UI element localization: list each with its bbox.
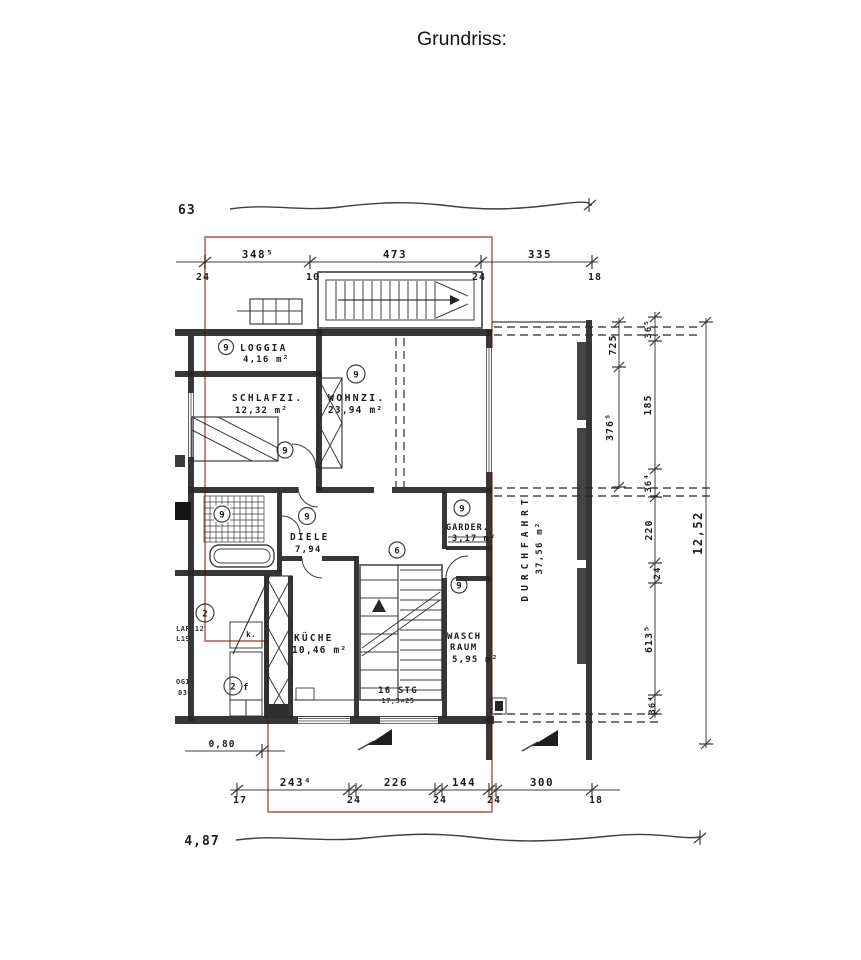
diele-name: DIELE (290, 532, 330, 543)
dim-right-outer-2: 376⁵ (605, 412, 616, 442)
dim-right-inner-7: 36⁴ (648, 695, 658, 715)
dark-fixture (175, 502, 191, 520)
neighbor-badge-top: 2 (202, 609, 208, 620)
neighbor-fragment-1: LAF.12 (176, 625, 205, 633)
wohnzimmer-area: 23,94 m² (328, 405, 384, 416)
dim-bottom-3: 144 (451, 776, 477, 789)
neighbor-fragment-2: L19 (176, 635, 191, 643)
kueche-name: KÜCHE (294, 633, 334, 644)
dim-bottom-4: 300 (529, 776, 555, 789)
dim-top-3: 335 (527, 248, 553, 261)
page-title: Grundriss: (417, 28, 507, 50)
dim-bottom-tick-4: 24 (486, 795, 502, 806)
dim-bottom-1: 243⁴ (279, 776, 313, 789)
waschraum-area: 5,95 m² (452, 655, 499, 665)
dim-bottom-tick-3: 24 (432, 795, 448, 806)
diele-area: 7,94 (295, 545, 322, 555)
wohnzimmer-badge: 9 (353, 370, 359, 381)
schlafzimmer-badge: 9 (282, 446, 288, 457)
top-break-value: 63 (178, 203, 196, 218)
stair-steps-note: 16 STG (378, 686, 418, 696)
top-break-line (178, 198, 596, 218)
durchfahrt-passage (492, 342, 586, 714)
kueche-area: 10,46 m² (292, 645, 348, 656)
entrance-arrows (358, 729, 558, 751)
garderobe-area: 3,17 m² (452, 534, 497, 544)
dim-bottom-2: 226 (383, 776, 409, 789)
top-dimension-line (176, 248, 602, 283)
staircase-main (360, 565, 442, 705)
bathtub (210, 545, 274, 567)
dim-right-inner-5: 24 (653, 566, 663, 580)
loggia-badge: 9 (223, 343, 229, 354)
treppenhaus-badge: 6 (394, 546, 400, 557)
schlafzimmer-name: SCHLAFZI. (232, 393, 304, 404)
durchfahrt-area: 37,56 m² (535, 521, 545, 575)
bad-badge: 9 (219, 510, 225, 521)
wall-hatch-strip (577, 342, 586, 664)
dim-offset: 0,80 (208, 739, 236, 750)
external-staircase (318, 272, 482, 328)
diele-badge: 9 (304, 512, 310, 523)
waschraum-name-1: WASCH (447, 632, 482, 642)
offset-dimension (185, 739, 285, 758)
bottom-break-line (184, 830, 706, 849)
schlafzimmer-area: 12,32 m² (235, 406, 288, 416)
bathroom (204, 496, 274, 567)
dim-top-tick-3: 24 (471, 272, 487, 283)
right-dimension-lines (605, 312, 713, 749)
treppenhaus-door-badge: 9 (456, 581, 462, 592)
dim-right-total: 12,52 (691, 511, 705, 555)
bottom-break-value: 4,87 (184, 834, 220, 849)
dim-top-tick-4: 18 (587, 272, 603, 283)
wohnzimmer-name: WOHNZI. (328, 393, 386, 404)
door-arcs (282, 444, 468, 578)
dim-right-inner-3: 36⁴ (644, 473, 654, 493)
durchfahrt-label: DURCHFAHRT (520, 494, 531, 602)
dim-bottom-tick-1: 17 (232, 795, 248, 806)
dim-right-inner-4: 220 (644, 519, 655, 541)
bottom-dimension-line (230, 776, 620, 806)
loggia-railing (237, 299, 302, 324)
dim-bottom-tick-5: 18 (588, 795, 604, 806)
dim-right-outer-1: 725 (608, 334, 619, 356)
dim-top-1: 348⁵ (241, 248, 275, 261)
loggia-area: 4,16 m² (243, 355, 290, 365)
kitchen-counter (294, 688, 354, 700)
garderobe-name: GARDER. (446, 523, 489, 533)
dim-right-inner-2: 185 (643, 394, 654, 416)
dark-fixture-2 (175, 455, 185, 467)
loggia-name: LOGGIA (240, 343, 288, 354)
neighbor-badge-bottom: 2 (230, 682, 236, 693)
neighbor-fragment-4: 030 (178, 689, 193, 697)
dim-top-2: 473 (382, 248, 408, 261)
neighbor-fragment-3: OGIA (176, 678, 195, 686)
dim-top-tick-2: 10 (305, 272, 321, 283)
dim-bottom-tick-2: 24 (346, 795, 362, 806)
neighbor-note-k: k. (246, 630, 256, 639)
dim-right-inner-1: 36⁵ (644, 319, 654, 339)
garderobe-badge: 9 (459, 504, 465, 515)
stair-direction-arrow (450, 295, 460, 305)
dim-top-tick-1: 24 (195, 272, 211, 283)
dim-right-inner-6: 613⁵ (644, 624, 655, 654)
stair-tread-note: 17,5×25 (381, 697, 415, 705)
waschraum-name-2: RAUM (450, 643, 478, 653)
neighbor-note-f: f (243, 683, 249, 693)
stair-up-arrow (372, 599, 386, 612)
